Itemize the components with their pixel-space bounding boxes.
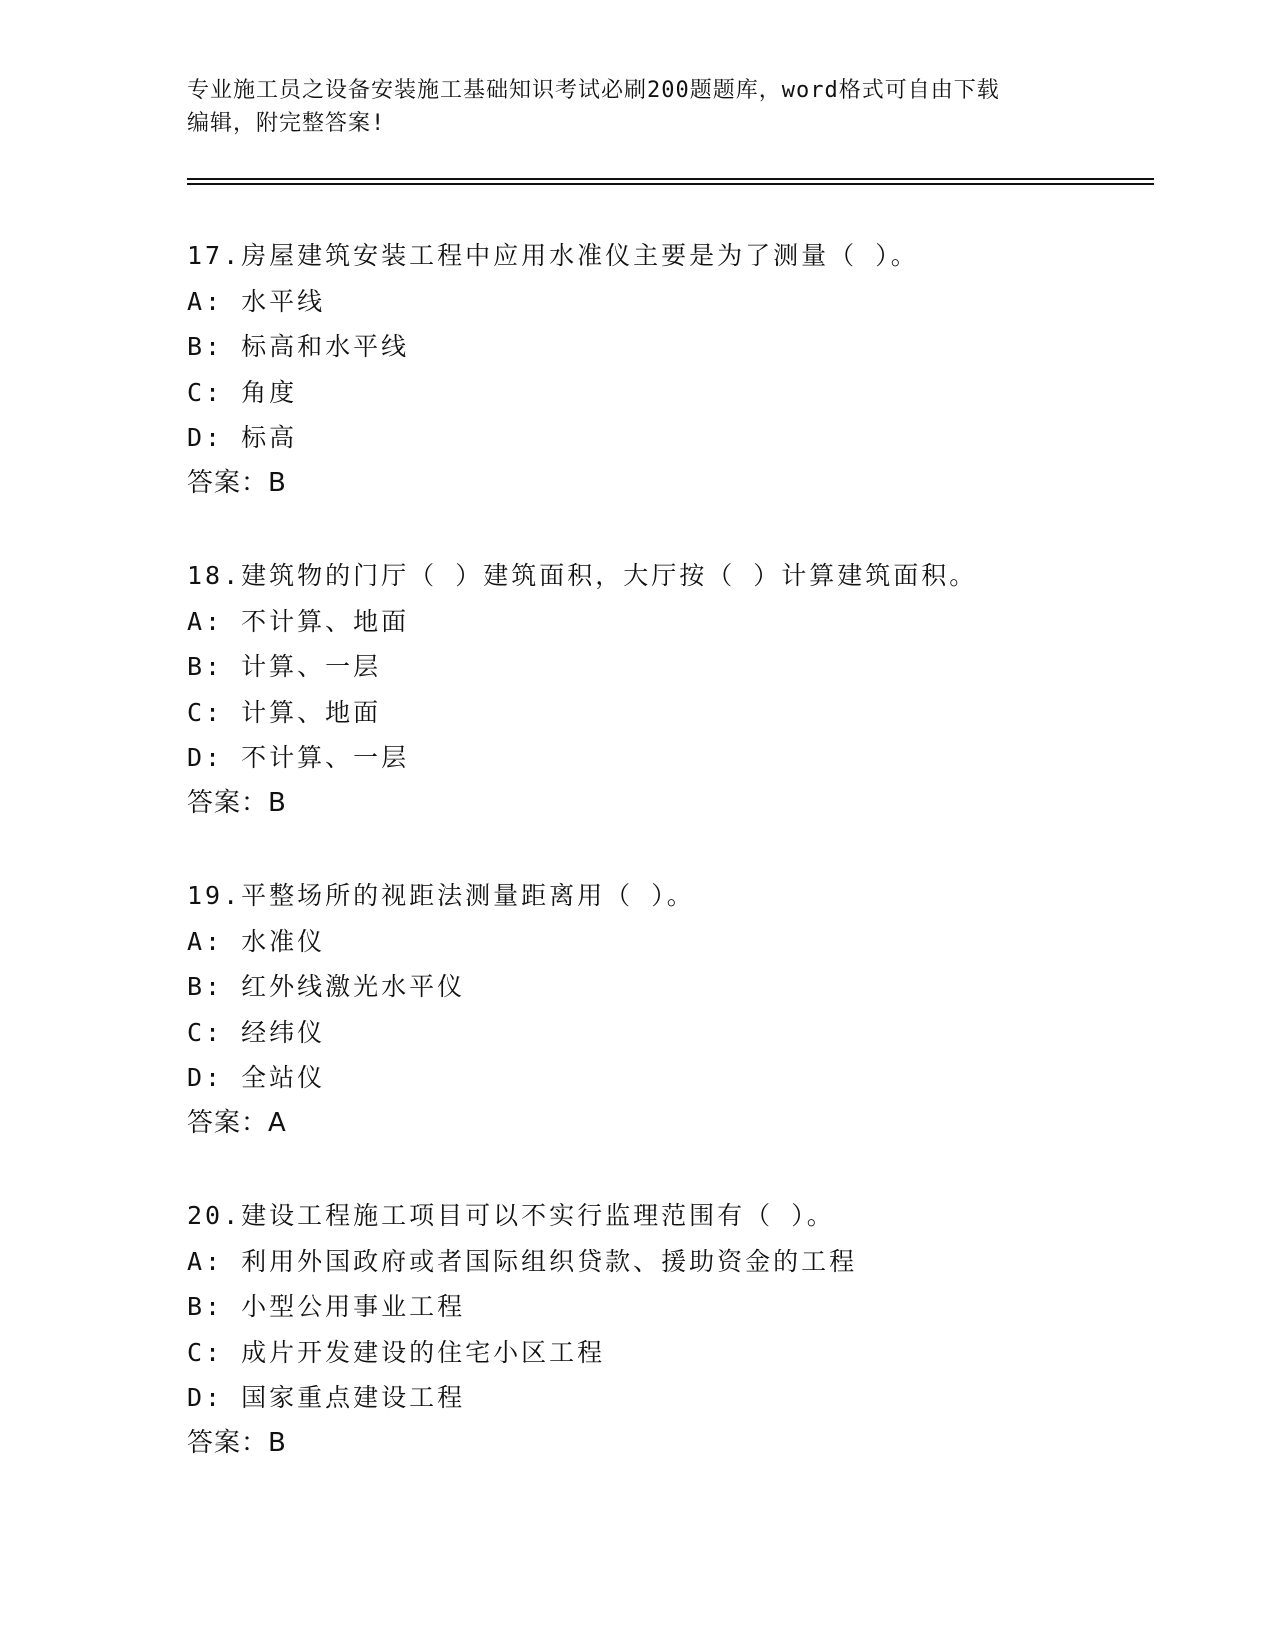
document-header bbox=[187, 74, 1067, 140]
header-divider-bottom bbox=[187, 183, 1154, 185]
question-18 bbox=[187, 553, 1147, 873]
question-19 bbox=[187, 873, 1147, 1193]
question-17 bbox=[187, 233, 1147, 553]
question-title: 20.建设工程施工项目可以不实行监理范围有（ ）。 bbox=[187, 1201, 835, 1230]
option-b: B: 标高和水平线 bbox=[187, 332, 410, 361]
header-divider-top bbox=[187, 178, 1154, 180]
option-b: B: 红外线激光水平仪 bbox=[187, 972, 466, 1001]
option-a: A: 不计算、地面 bbox=[187, 606, 410, 636]
option-c: C: 角度 bbox=[187, 377, 298, 407]
option-d: D: 国家重点建设工程 bbox=[187, 1383, 466, 1412]
question-list bbox=[187, 233, 1147, 1513]
option-d: D: 不计算、一层 bbox=[187, 743, 410, 772]
option-c: C: 成片开发建设的住宅小区工程 bbox=[187, 1337, 606, 1367]
question-20 bbox=[187, 1193, 1147, 1513]
answer-label: 答案：A bbox=[187, 1107, 287, 1138]
option-a: A: 水准仪 bbox=[187, 926, 326, 956]
option-c: C: 经纬仪 bbox=[187, 1017, 326, 1047]
option-b: B: 计算、一层 bbox=[187, 652, 382, 681]
option-d: D: 全站仪 bbox=[187, 1063, 326, 1092]
question-title: 19.平整场所的视距法测量距离用（ ）。 bbox=[187, 881, 695, 910]
option-d: D: 标高 bbox=[187, 423, 298, 452]
question-title: 18.建筑物的门厅（ ）建筑面积，大厅按（ ）计算建筑面积。 bbox=[187, 561, 978, 590]
answer-label: 答案：B bbox=[187, 1427, 287, 1458]
option-a: A: 利用外国政府或者国际组织贷款、援助资金的工程 bbox=[187, 1246, 858, 1276]
question-title: 17.房屋建筑安装工程中应用水准仪主要是为了测量（ ）。 bbox=[187, 241, 919, 270]
option-b: B: 小型公用事业工程 bbox=[187, 1292, 466, 1321]
option-c: C: 计算、地面 bbox=[187, 697, 382, 727]
answer-label: 答案：B bbox=[187, 467, 287, 498]
header-title-line-2: 编辑，附完整答案! bbox=[187, 111, 386, 136]
header-title-line-1: 专业施工员之设备安装施工基础知识考试必刷200题题库，word格式可自由下载 bbox=[187, 78, 1000, 103]
answer-label: 答案：B bbox=[187, 787, 287, 818]
option-a: A: 水平线 bbox=[187, 286, 326, 316]
